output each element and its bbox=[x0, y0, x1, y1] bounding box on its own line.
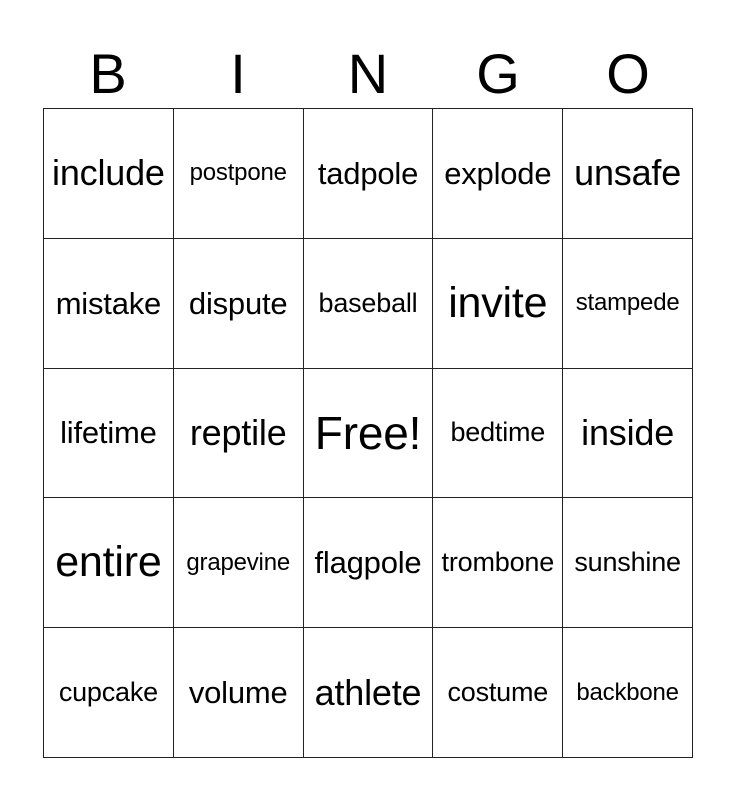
bingo-cell[interactable]: baseball bbox=[304, 239, 434, 369]
bingo-cell[interactable]: costume bbox=[433, 628, 563, 758]
bingo-cell[interactable]: stampede bbox=[563, 239, 693, 369]
bingo-cell[interactable]: lifetime bbox=[44, 369, 174, 499]
bingo-cell[interactable]: sunshine bbox=[563, 498, 693, 628]
bingo-cell[interactable]: trombone bbox=[433, 498, 563, 628]
header-letter-g: G bbox=[476, 42, 520, 105]
bingo-cell[interactable]: reptile bbox=[174, 369, 304, 499]
bingo-cell[interactable]: unsafe bbox=[563, 109, 693, 239]
bingo-cell[interactable]: volume bbox=[174, 628, 304, 758]
bingo-cell[interactable]: athlete bbox=[304, 628, 434, 758]
bingo-cell[interactable]: inside bbox=[563, 369, 693, 499]
bingo-cell[interactable]: entire bbox=[44, 498, 174, 628]
bingo-cell[interactable]: cupcake bbox=[44, 628, 174, 758]
bingo-cell[interactable]: explode bbox=[433, 109, 563, 239]
header-letter-o: O bbox=[606, 42, 650, 105]
free-space-cell[interactable]: Free! bbox=[304, 369, 434, 499]
bingo-header bbox=[43, 40, 693, 108]
bingo-cell[interactable]: bedtime bbox=[433, 369, 563, 499]
bingo-cell[interactable]: postpone bbox=[174, 109, 304, 239]
bingo-cell[interactable]: include bbox=[44, 109, 174, 239]
header-letter-n: N bbox=[347, 42, 389, 105]
bingo-cell[interactable]: tadpole bbox=[304, 109, 434, 239]
bingo-cell[interactable]: dispute bbox=[174, 239, 304, 369]
bingo-cell[interactable]: grapevine bbox=[174, 498, 304, 628]
bingo-board bbox=[43, 108, 693, 758]
header-letter-i: I bbox=[230, 42, 246, 105]
bingo-cell[interactable]: invite bbox=[433, 239, 563, 369]
bingo-cell[interactable]: flagpole bbox=[304, 498, 434, 628]
bingo-cell[interactable]: backbone bbox=[563, 628, 693, 758]
bingo-cell[interactable]: mistake bbox=[44, 239, 174, 369]
header-letter-b: B bbox=[89, 42, 127, 105]
